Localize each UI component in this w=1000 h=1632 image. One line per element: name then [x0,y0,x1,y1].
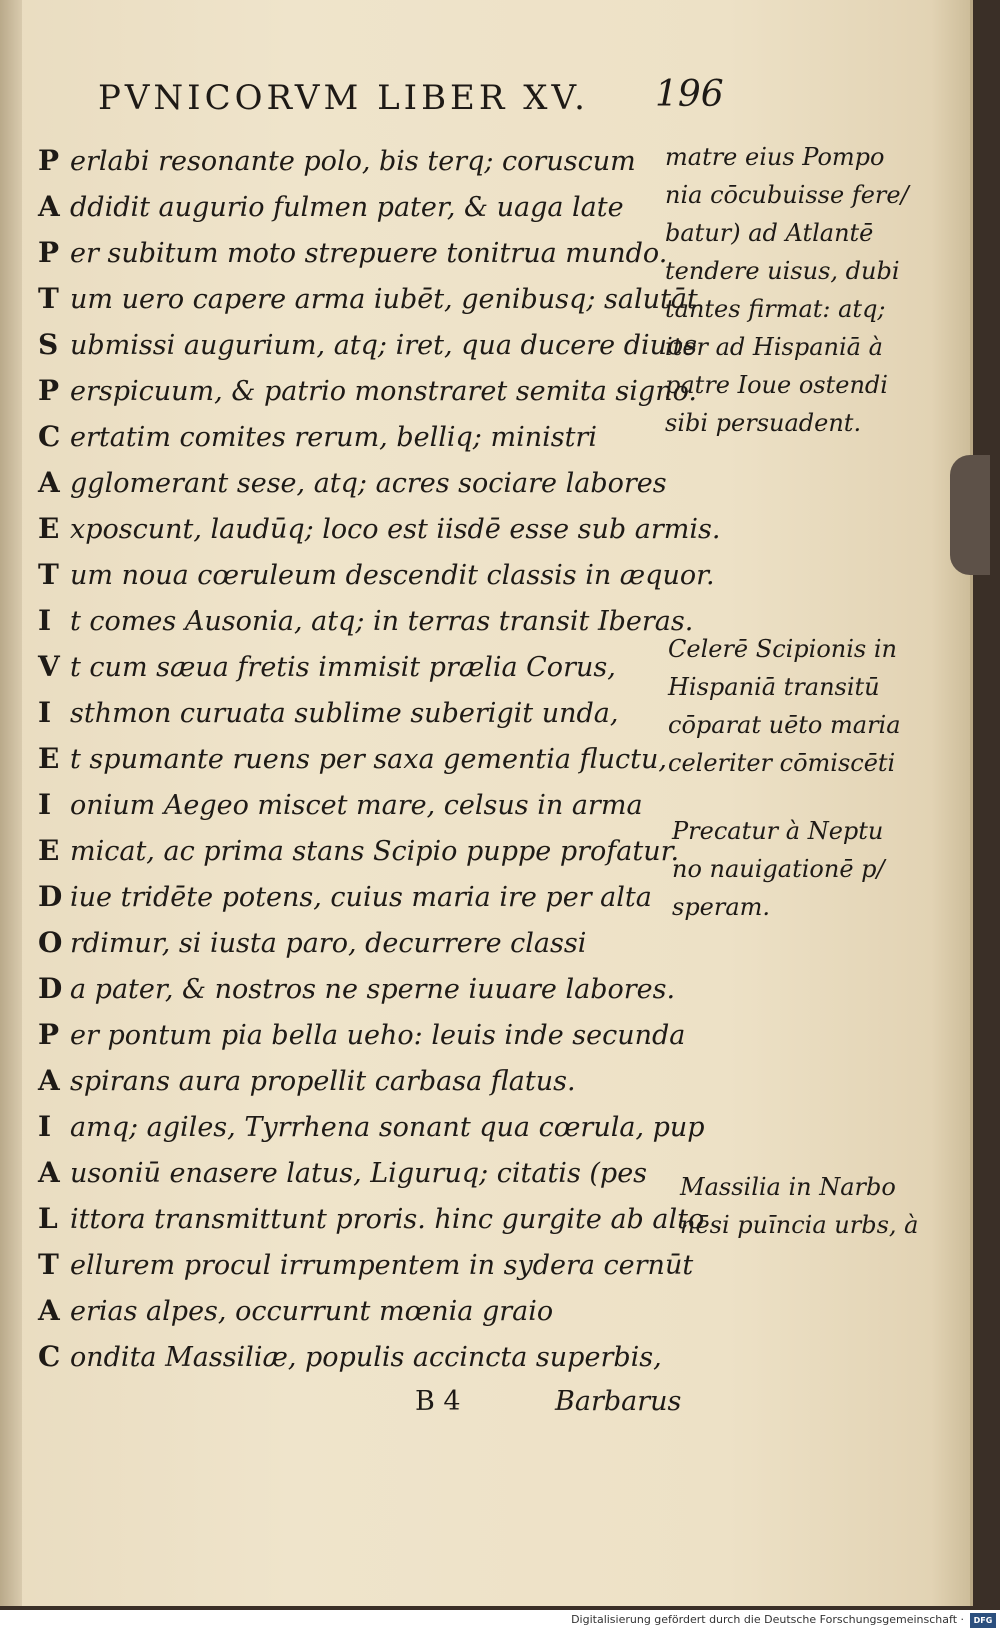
verse-text: a pater, & nostros ne sperne iuuare labores. [70,974,676,1005]
margin-note-line: celeriter cōmiscēti [668,749,896,777]
verse-initial: I [38,1110,52,1143]
verse-text: t comes Ausonia, atq; in terras transit Iberas. [70,606,694,637]
verse-initial: A [38,190,60,223]
verse-text: usoniū enasere latus, Liguruq; citatis (pes [70,1158,648,1189]
verse-initial: C [38,420,61,453]
verse-line [38,1058,576,1104]
folio-number: 196 [655,74,724,115]
verse-initial: I [38,696,52,729]
verse-initial: T [38,282,59,315]
verse-line [38,1104,705,1150]
verse-initial: I [38,604,52,637]
margin-note-line: Massilia in Narbo [680,1173,896,1201]
margin-note-line: iter ad Hispaniā à [665,333,883,361]
margin-note-line: tendere uisus, dubi [665,257,900,285]
verse-line [38,276,698,322]
verse-initial: P [38,374,60,407]
verse-line [38,1196,704,1242]
verse-initial: V [38,650,60,683]
verse-text: er subitum moto strepuere tonitrua mundo. [70,238,668,269]
margin-note-line: tantes firmat: atq; [665,295,886,323]
verse-text: erspicuum, & patrio monstraret semita signo. [70,376,697,407]
verse-line [38,552,715,598]
margin-note [680,1168,918,1244]
margin-note-line: Hispaniā transitū [668,673,880,701]
verse-initial: E [38,512,60,545]
verse-text: ondita Massiliæ, populis accincta superbis, [70,1342,662,1373]
verse-line [38,414,597,460]
verse-text: um uero capere arma iubēt, genibusq; salutāt [70,284,698,315]
margin-note-line: matre eius Pompo [665,143,885,171]
verse-text: iue tridēte potens, cuius maria ire per alta [70,882,652,913]
verse-text: ubmissi augurium, atq; iret, qua ducere diuos [70,330,698,361]
verse-line [38,368,697,414]
book-clasp [950,455,990,575]
margin-note-line: nia cōcubuisse fere/ [665,181,909,209]
verse-line [38,1288,553,1334]
dfg-logo: DFG [970,1613,996,1628]
verse-initial: L [38,1202,58,1235]
verse-line [38,598,693,644]
verse-initial: E [38,742,60,775]
verse-text: erlabi resonante polo, bis terq; coruscum [70,146,636,177]
margin-note-line: batur) ad Atlantē [665,219,874,247]
digitization-credit: Digitalisierung gefördert durch die Deutsche Forschungsgemeinschaft · [571,1613,964,1626]
signature-mark: B 4 [415,1386,461,1417]
verse-text: gglomerant sese, atq; acres sociare labores [70,468,667,499]
verse-initial: I [38,788,52,821]
verse-line [38,230,667,276]
verse-initial: S [38,328,59,361]
verse-line [38,966,675,1012]
verse-line [38,782,643,828]
verse-line [38,1150,647,1196]
verse-text: spirans aura propellit carbasa flatus. [70,1066,576,1097]
margin-note [665,138,909,442]
verse-line [38,138,636,184]
verse-line [38,1242,693,1288]
margin-note-line: sibi persuadent. [665,409,862,437]
margin-note-line: speram. [672,893,771,921]
margin-note-line: nēsi puīncia urbs, à [680,1211,919,1239]
verse-initial: D [38,880,63,913]
verse-initial: A [38,1294,60,1327]
verse-initial: E [38,834,60,867]
verse-text: erias alpes, occurrunt mœnia graio [70,1296,554,1327]
verse-text: ellurem procul irrumpentem in sydera cernūt [70,1250,694,1281]
verse-initial: D [38,972,63,1005]
verse-text: rdimur, si iusta paro, decurrere classi [70,928,587,959]
verse-text: ddidit augurio fulmen pater, & uaga late [70,192,624,223]
verse-initial: A [38,466,60,499]
verse-text: onium Aegeo miscet mare, celsus in arma [70,790,643,821]
verse-line [38,1334,662,1380]
verse-line [38,690,618,736]
verse-initial: P [38,236,60,269]
page-gutter [0,0,22,1606]
verse-line [38,828,679,874]
catchword: Barbarus [555,1386,682,1417]
verse-line [38,460,667,506]
margin-note-line: Precatur à Neptu [672,817,884,845]
verse-initial: A [38,1156,60,1189]
margin-note-line: cōparat uēto maria [668,711,901,739]
verse-initial: C [38,1340,61,1373]
verse-line [38,644,616,690]
margin-note [668,630,901,782]
verse-line [38,920,586,966]
verse-line [38,1012,685,1058]
verse-text: xposcunt, laudūq; loco est iisdē esse sub armis. [70,514,721,545]
verse-initial: A [38,1064,60,1097]
margin-note-line: Celerē Scipionis in [668,635,898,663]
verse-text: sthmon curuata sublime suberigit unda, [70,698,619,729]
margin-note-line: patre Ioue ostendi [665,371,888,399]
margin-note-line: no nauigationē p/ [672,855,885,883]
verse-initial: T [38,558,59,591]
verse-line [38,874,652,920]
digitization-footer [0,1610,1000,1632]
verse-text: ertatim comites rerum, belliq; ministri [70,422,597,453]
verse-text: micat, ac prima stans Scipio puppe profatur. [70,836,680,867]
verse-text: er pontum pia bella ueho: leuis inde secunda [70,1020,686,1051]
verse-line [38,184,624,230]
verse-initial: P [38,144,60,177]
running-title: PVNICORVM LIBER XV. [98,78,589,118]
verse-initial: T [38,1248,59,1281]
verse-initial: P [38,1018,60,1051]
verse-text: t cum sæua fretis immisit prælia Corus, [70,652,616,683]
verse-initial: O [38,926,63,959]
verse-line [38,322,697,368]
margin-note [672,812,885,926]
verse-text: amq; agiles, Tyrrhena sonant qua cœrula, pup [70,1112,705,1143]
verse-text: t spumante ruens per saxa gementia fluctu, [70,744,667,775]
verse-text: ittora transmittunt proris. hinc gurgite ab alto [70,1204,705,1235]
verse-line [38,736,667,782]
verse-line [38,506,720,552]
verse-text: um noua cœruleum descendit classis in æquor. [70,560,715,591]
